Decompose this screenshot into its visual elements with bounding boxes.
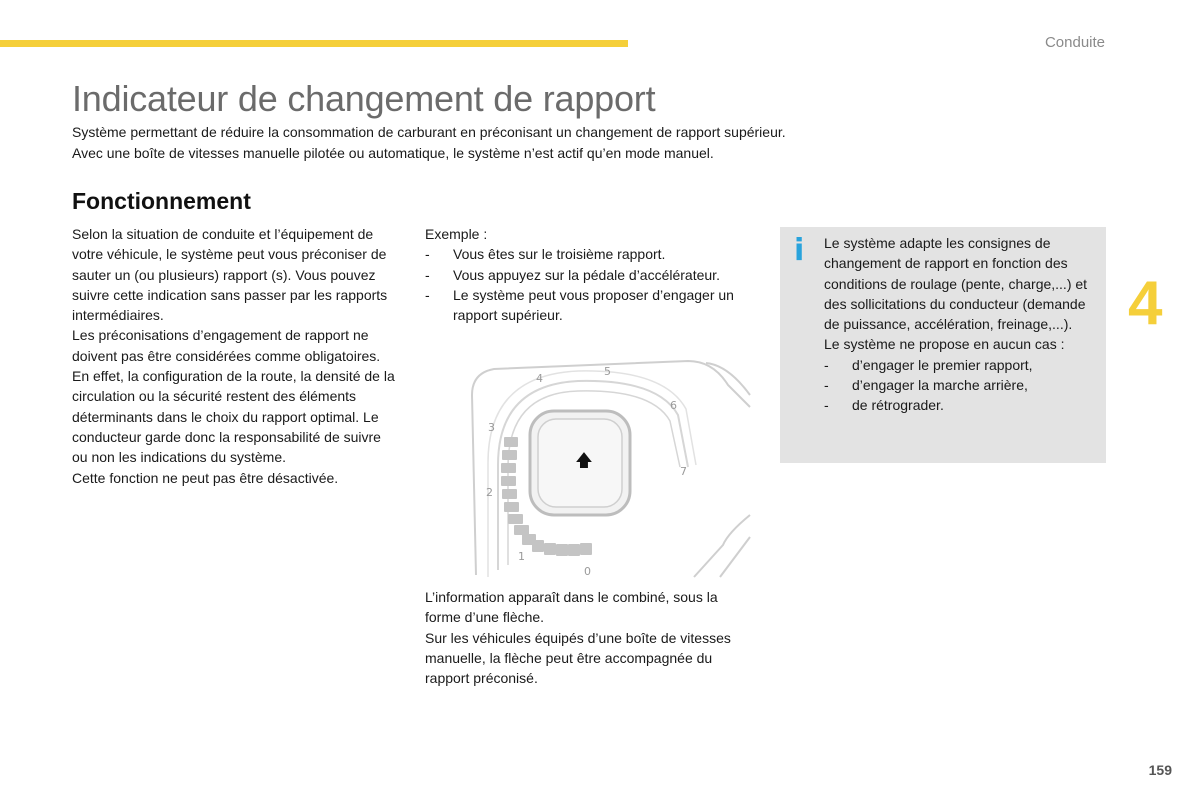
scale-label: 3 bbox=[488, 421, 495, 434]
scale-label: 7 bbox=[680, 465, 687, 478]
gear-shift-indicator-illustration bbox=[458, 355, 753, 580]
list-item: - d’engager la marche arrière, bbox=[824, 375, 1099, 395]
intro-text bbox=[72, 122, 932, 163]
scale-label: 2 bbox=[486, 486, 493, 499]
column-2 bbox=[425, 224, 755, 325]
paragraph: Selon la situation de conduite et l’équipement de votre véhicule, le système peut vous préconiser de sauter un (ou plusieurs) rapport (s). Vous pouvez suivre cette indication sans passer par les rapports intermédiaires. bbox=[72, 226, 388, 324]
section-label: Conduite bbox=[1044, 34, 1105, 51]
info-list bbox=[824, 355, 1099, 416]
page-number: 159 bbox=[1148, 762, 1172, 778]
header-accent-bar bbox=[0, 40, 628, 47]
info-box bbox=[780, 227, 1106, 463]
list-item: - Vous appuyez sur la pédale d’accélérateur. bbox=[425, 265, 755, 285]
column-1 bbox=[72, 224, 397, 488]
list-item: - d’engager le premier rapport, bbox=[824, 355, 1099, 375]
scale-label: 6 bbox=[670, 399, 677, 412]
list-item: - de rétrograder. bbox=[824, 395, 1099, 415]
chapter-number: 4 bbox=[1128, 269, 1163, 338]
intro-line: Avec une boîte de vitesses manuelle pilotée ou automatique, le système n’est actif qu’en mode manuel. bbox=[72, 144, 714, 161]
intro-line: Système permettant de réduire la consommation de carburant en préconisant un changement de rapport supérieur. bbox=[72, 124, 786, 140]
paragraph: Sur les véhicules équipés d’une boîte de vitesses manuelle, la flèche peut être accompagnée du rapport préconisé. bbox=[425, 629, 731, 687]
scale-label: 0 bbox=[584, 565, 591, 578]
paragraph: Les préconisations d’engagement de rapport ne doivent pas être considérées comme obligatoires. En effet, la configuration de la route, la densité de la circulation ou la sécurité restent des éléments déterminants dans le choix du rapport optimal. Le conducteur garde donc la responsabilité de suivre ou non les indications du système. bbox=[72, 327, 395, 466]
scale-label: 4 bbox=[536, 372, 543, 385]
paragraph: L’information apparaît dans le combiné, sous la forme d’une flèche. bbox=[425, 589, 718, 626]
page-title: Indicateur de changement de rapport bbox=[72, 78, 656, 119]
example-label: Exemple : bbox=[425, 226, 488, 242]
scale-label: 1 bbox=[518, 550, 525, 563]
paragraph: Cette fonction ne peut pas être désactivée. bbox=[72, 469, 339, 486]
info-icon: i bbox=[794, 233, 805, 268]
paragraph: Le système adapte les consignes de changement de rapport en fonction des conditions de roulage (pente, charge,...) et des sollicitations du conducteur (demande de puissance, accélération, freinage,...). bbox=[824, 235, 1088, 333]
list-item: - Le système peut vous proposer d’engager un rapport supérieur. bbox=[425, 285, 755, 326]
image-caption bbox=[425, 587, 755, 688]
scale-label: 5 bbox=[604, 365, 611, 378]
example-list bbox=[425, 244, 755, 325]
section-heading: Fonctionnement bbox=[72, 188, 251, 214]
paragraph: Le système ne propose en aucun cas : bbox=[824, 336, 1065, 353]
info-text bbox=[824, 233, 1099, 416]
list-item: - Vous êtes sur le troisième rapport. bbox=[425, 244, 755, 264]
up-arrow-icon: 🡅 bbox=[575, 451, 593, 471]
